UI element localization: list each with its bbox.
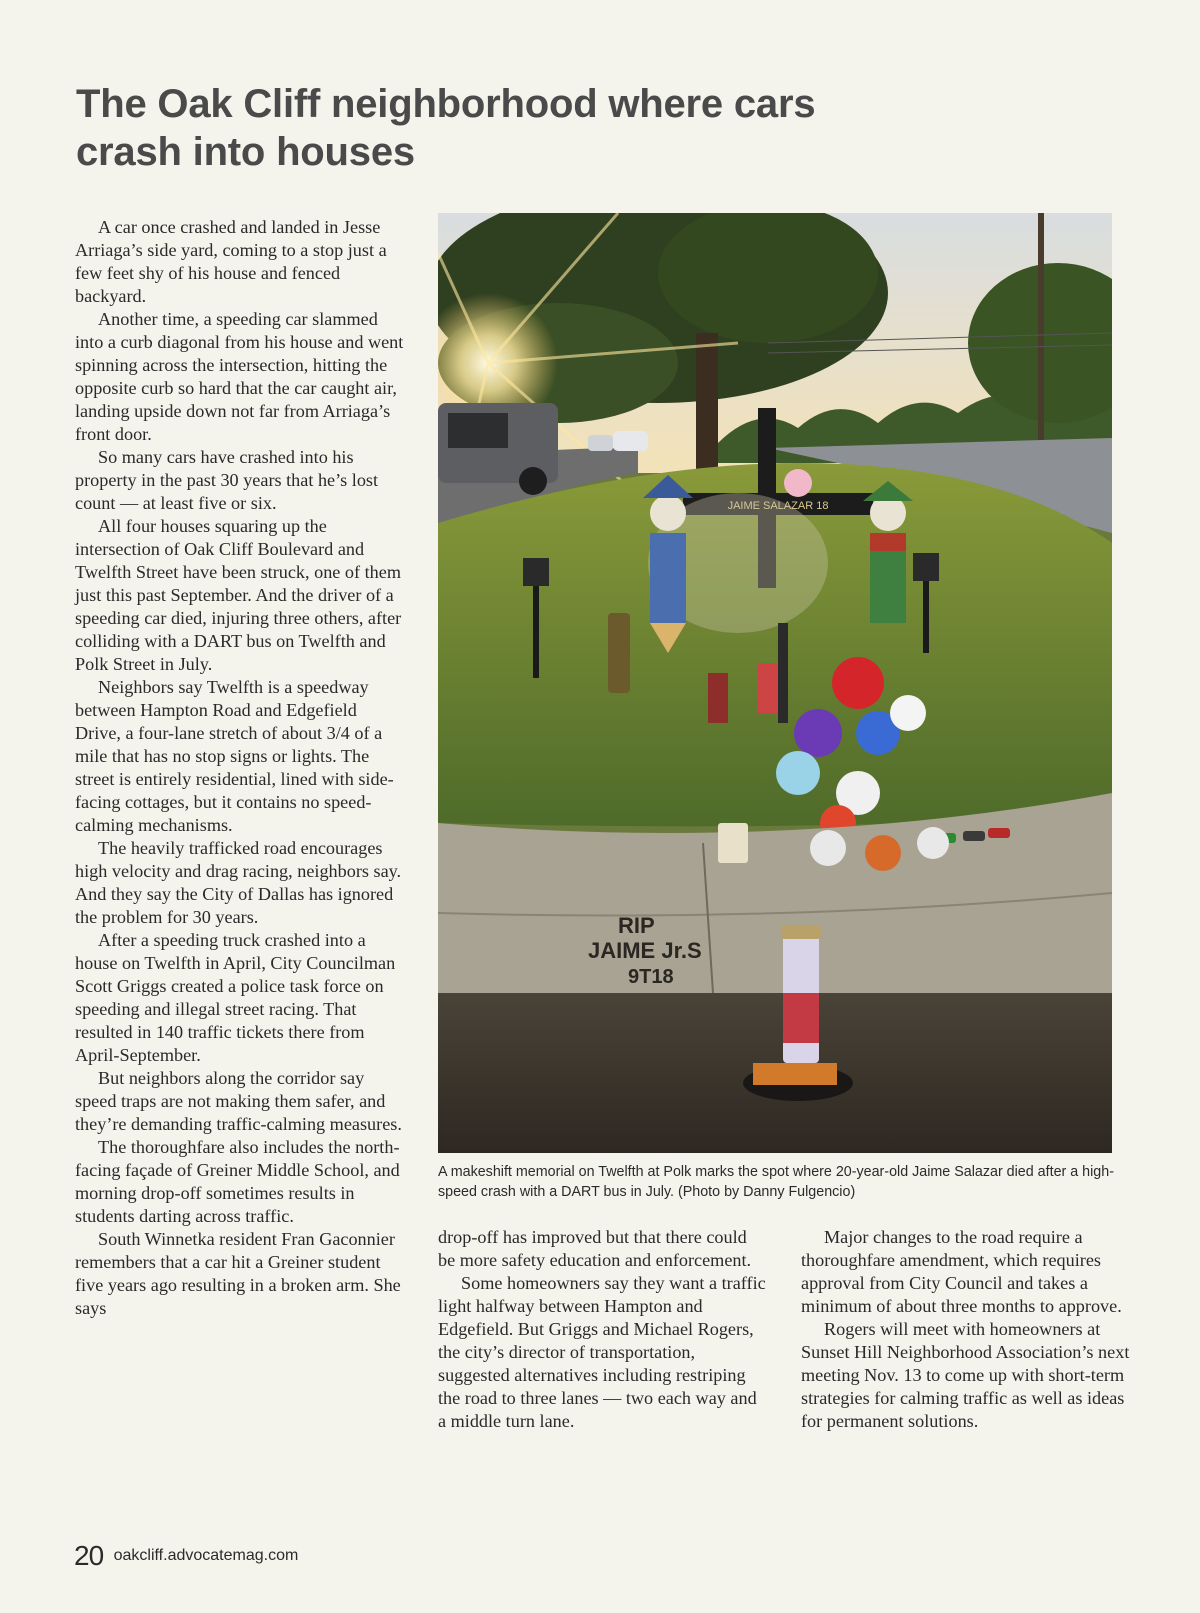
article-column-1 bbox=[75, 216, 405, 1320]
paragraph: But neighbors along the corridor say speed traps are not making them safer, and they’re demanding traffic-calming measures. bbox=[75, 1068, 402, 1134]
headline: The Oak Cliff neighborhood where cars crash into houses bbox=[76, 82, 816, 174]
paragraph: Neighbors say Twelfth is a speedway between Hampton Road and Edgefield Drive, a four-lane stretch of about 3/4 of a mile that has no stop signs or lights. The street is entirely residential, lined with side-facing cottages, but it contains no speed-calming mechanisms. bbox=[75, 677, 394, 835]
page-footer bbox=[74, 1540, 298, 1572]
website-url: oakcliff.advocatemag.com bbox=[113, 1547, 299, 1564]
paragraph: Rogers will meet with homeowners at Sunset Hill Neighborhood Association’s next meeting Nov. 13 to come up with short-term strategies for calming traffic as well as ideas for permanent solutions. bbox=[801, 1319, 1130, 1431]
article-column-2 bbox=[438, 1226, 768, 1433]
paragraph: The thoroughfare also includes the north-facing façade of Greiner Middle School, and morning drop-off sometimes results in students darting across traffic. bbox=[75, 1137, 400, 1226]
graffiti-date: 9T18 bbox=[628, 966, 674, 988]
paragraph: All four houses squaring up the intersection of Oak Cliff Boulevard and Twelfth Street have been struck, one of them just this past September. And the driver of a speeding car died, injuring three others, after colliding with a DART bus on Twelfth and Polk Street in July. bbox=[75, 516, 402, 674]
graffiti-name: JAIME Jr.S bbox=[588, 938, 702, 963]
article-column-3 bbox=[801, 1226, 1131, 1433]
memorial-photo bbox=[438, 213, 1112, 1153]
paragraph: South Winnetka resident Fran Gaconnier remembers that a car hit a Greiner student five years ago resulting in a broken arm. She says bbox=[75, 1229, 401, 1318]
cross-text: JAIME SALAZAR 18 bbox=[727, 500, 829, 512]
photo-caption: A makeshift memorial on Twelfth at Polk marks the spot where 20-year-old Jaime Salazar died after a high-speed crash with a DART bus in July. (Photo by Danny Fulgencio) bbox=[438, 1164, 1114, 1200]
paragraph: The heavily trafficked road encourages high velocity and drag racing, neighbors say. And they say the City of Dallas has ignored the problem for 30 years. bbox=[75, 838, 402, 927]
paragraph: So many cars have crashed into his property in the past 30 years that he’s lost count — at least five or six. bbox=[75, 447, 379, 513]
graffiti-rip: RIP bbox=[618, 913, 655, 938]
paragraph: Major changes to the road require a thoroughfare amendment, which requires approval from City Council and takes a minimum of about three months to approve. bbox=[801, 1227, 1122, 1316]
paragraph: Another time, a speeding car slammed into a curb diagonal from his house and went spinning across the intersection, hitting the opposite curb so hard that the car caught air, landing upside down not far from Arriaga’s front door. bbox=[75, 309, 404, 444]
paragraph: A car once crashed and landed in Jesse Arriaga’s side yard, coming to a stop just a few feet shy of his house and fenced backyard. bbox=[75, 217, 387, 306]
page-number: 20 bbox=[74, 1540, 104, 1571]
paragraph: Some homeowners say they want a traffic light halfway between Hampton and Edgefield. But Griggs and Michael Rogers, the city’s director of transportation, suggested alternatives including restriping the road to three lanes — two each way and a middle turn lane. bbox=[438, 1273, 766, 1431]
paragraph: After a speeding truck crashed into a house on Twelfth in April, City Councilman Scott Griggs created a police task force on speeding and illegal street racing. That resulted in 140 traffic tickets there from April-September. bbox=[75, 930, 396, 1065]
paragraph: drop-off has improved but that there could be more safety education and enforcement. bbox=[438, 1227, 752, 1270]
